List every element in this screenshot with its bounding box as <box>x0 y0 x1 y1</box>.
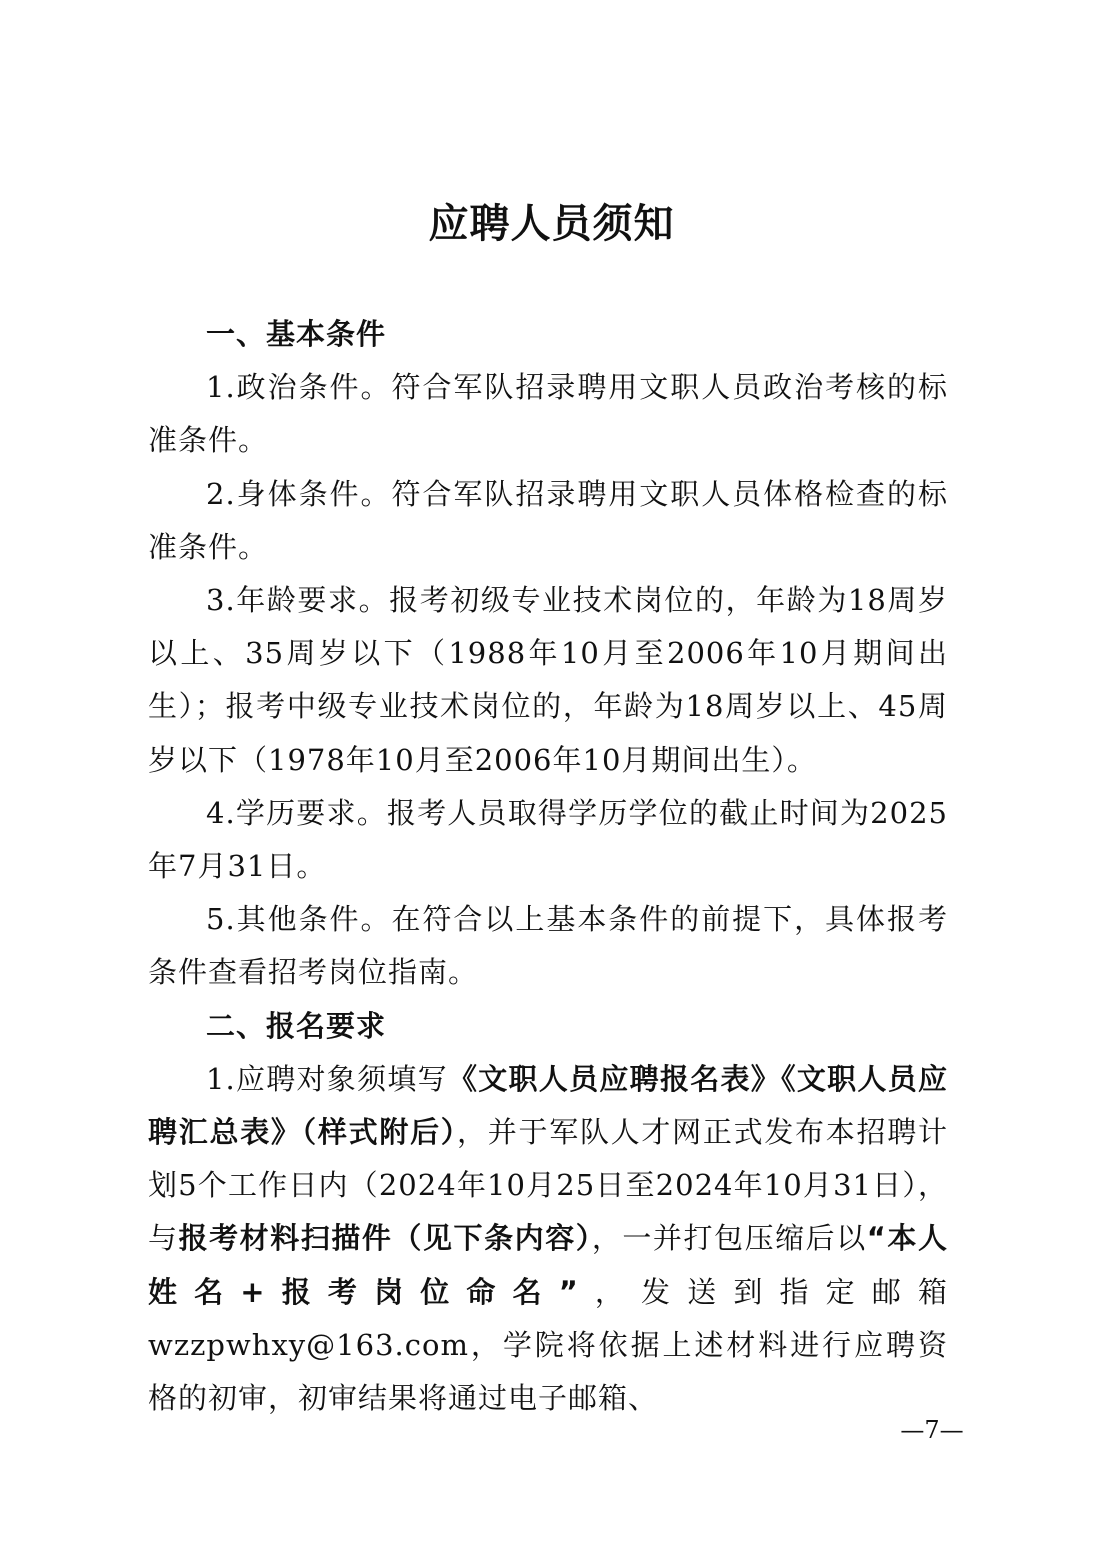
condition-physical: 2.身体条件。符合军队招录聘用文职人员体格检查的标准条件。 <box>148 476 948 564</box>
requirement-text: ，一并打包压缩后以 <box>591 1221 867 1256</box>
section-heading-basic-conditions: 一、基本条件 <box>206 317 387 351</box>
required-forms: 《文职人员应聘报名表》《文职人员应聘汇总表》（样式附后） <box>148 1061 948 1150</box>
condition-political: 1.政治条件。符合军队招录聘用文职人员政治考核的标准条件。 <box>148 370 948 458</box>
requirement-text: ，并于军队人才网正式发布本招聘计划5个工作日内（2024年10月25日至2024年10月31日），与 <box>148 1115 948 1256</box>
document-body <box>148 308 948 1425</box>
page-number: —7— <box>900 1416 964 1444</box>
condition-age: 3.年龄要求。报考初级专业技术岗位的，年龄为18周岁以上、35周岁以下（1988年10月至2006年10月期间出生）；报考中级专业技术岗位的，年龄为18周岁以上、45周岁以下（1978年10月至2006年10月期间出生）。 <box>148 583 948 777</box>
section-registration-requirements <box>148 1000 948 1426</box>
file-naming-rule: “本人姓名+报考岗位命名” <box>148 1221 948 1309</box>
registration-requirement-1 <box>148 1053 948 1425</box>
section-basic-conditions <box>148 308 948 1000</box>
scanned-materials: 报考材料扫描件（见下条内容） <box>178 1221 592 1256</box>
section-heading-registration-requirements: 二、报名要求 <box>206 1008 387 1043</box>
condition-other: 5.其他条件。在符合以上基本条件的前提下，具体报考条件查看招考岗位指南。 <box>148 902 948 990</box>
condition-education: 4.学历要求。报考人员取得学历学位的截止时间为2025年7月31日。 <box>148 795 948 884</box>
requirement-text: ，发送到指定邮箱wzzpwhxy@163.com，学院将依据上述材料进行应聘资格的初审，初审结果将通过电子邮箱、 <box>148 1274 948 1416</box>
document-title: 应聘人员须知 <box>428 200 675 247</box>
requirement-text: 1.应聘对象须填写 <box>206 1061 448 1096</box>
